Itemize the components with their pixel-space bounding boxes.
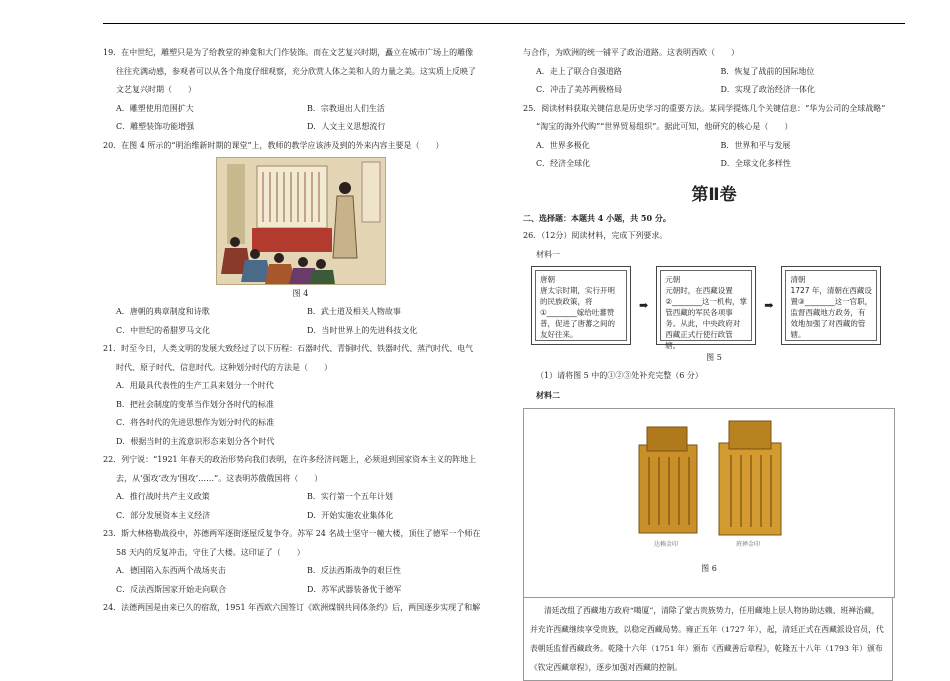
option-b[interactable]: B．宗教退出人们生活 <box>307 103 385 113</box>
option-b[interactable]: B．把社会制度的变革当作划分各时代的标准 <box>116 399 274 409</box>
option-b[interactable]: B．实行第一个五年计划 <box>307 492 393 501</box>
meiji-classroom-painting <box>216 157 386 285</box>
option-d[interactable]: D．根据当时的主流意识形态来划分各个时代 <box>116 436 275 446</box>
figure-5-flowchart <box>531 266 905 350</box>
option-c[interactable]: C．部分发展资本主义经济 <box>116 510 211 520</box>
part-2-title: 第Ⅱ卷 <box>691 184 737 205</box>
seal-label: 班禅金印 <box>736 541 761 548</box>
figure-5-caption: 图 5 <box>706 353 722 362</box>
arrow-right-icon: ➡ <box>764 299 774 312</box>
option-d[interactable]: D．实现了政治经济一体化 <box>720 85 815 94</box>
question-24-continued <box>523 44 905 100</box>
figure-4-caption: 图 4 <box>292 289 309 298</box>
option-d[interactable]: D．当时世界上的先进科技文化 <box>307 325 418 335</box>
seal-label: 达赖金印 <box>654 541 679 548</box>
option-b[interactable]: B．反法西斯战争的艰巨性 <box>307 566 401 575</box>
question-text: 文艺复兴时期（ ） <box>116 85 196 94</box>
header-rule <box>103 23 905 24</box>
figure-6-golden-seals <box>523 408 895 598</box>
question-19 <box>103 44 498 137</box>
option-a[interactable]: A．推行战时共产主义政策 <box>116 492 210 501</box>
figure-6-caption: 图 6 <box>701 564 717 573</box>
material-2-quote: 清廷改组了西藏地方政府“噶厦”，清除了蒙古贵族势力，任用藏地上层人物协助达赖、班禅治藏，并充许西藏继续享受贵族，以稳定西藏局势。雍正五年（1727 年），起，清廷正式在西藏派设官员，代表朝廷监督西藏政务。乾隆十六年（1751 年）颁布《西藏善后章程》，乾隆五十八年（1793 年）颁布《钦定西藏章程》，逐步加强对西藏的控制。 <box>523 598 893 681</box>
flow-box-qing <box>781 266 881 345</box>
arrow-right-icon: ➡ <box>639 299 649 312</box>
question-text: 23．斯大林格勒战役中，苏德两军逐街逐屋反复争夺。苏军 24 名战士坚守一幢大楼，顶住了德军一个师在 <box>103 529 481 538</box>
question-text: 19．在中世纪，雕塑只是为了给教堂的神龛和大门作装饰。而在文艺复兴时期，矗立在城市广场上的雕像 <box>103 48 474 57</box>
question-text: 21．时至今日，人类文明的发展大致经过了以下历程：石器时代、青铜时代、铁器时代、蒸汽时代、电气 <box>103 344 474 353</box>
question-text: 往往充满动感，参观者可以从各个角度仔细观察，充分欣赏人体之美和人的力量之美。这实质上反映了 <box>116 66 476 76</box>
flow-box-yuan <box>656 266 756 350</box>
option-c[interactable]: C．雕塑装饰功能增强 <box>116 122 195 131</box>
question-24-start <box>103 599 498 618</box>
question-text: 24．法德两国是由来已久的宿敌，1951 年西欧六国签订《欧洲煤钢共同体条约》后，两国逐步实现了和解 <box>103 603 481 612</box>
option-b[interactable]: B．世界和平与发展 <box>720 140 791 150</box>
material-1-label: 材料一 <box>536 249 560 259</box>
option-a[interactable]: A．世界多极化 <box>536 140 590 150</box>
flow-box-text: 唐太宗时期，实行开明的民族政策，将①________嫁给吐蕃赞普，促进了唐蕃之间的友好往来。 <box>540 286 615 339</box>
question-text: 22．列宁说：“1921 年春天的政治形势向我们表明，在许多经济问题上，必须退到国家资本主义的阵地上 <box>103 455 477 464</box>
question-text: 与合作，为欧洲的统一铺平了政治道路。这表明西欧（ ） <box>523 48 739 57</box>
option-c[interactable]: C．经济全球化 <box>536 159 591 168</box>
option-c[interactable]: C．中世纪的希腊罗马文化 <box>116 325 211 335</box>
left-column <box>103 44 498 618</box>
option-a[interactable]: A．雕塑使用范围扩大 <box>116 103 194 113</box>
flow-box-text: 元朝时，在西藏设置②________这一机构，掌管西藏的军民各项事务。从此，中央政府对西藏正式行使行政管辖。 <box>665 286 747 350</box>
question-23 <box>103 525 498 599</box>
option-c[interactable]: C．冲击了美苏两极格局 <box>536 85 623 94</box>
option-c[interactable]: C．反法西斯国家开始走向联合 <box>116 584 227 594</box>
material-2-label: 材料二 <box>536 389 560 400</box>
question-25 <box>523 100 905 174</box>
question-text: 58 天内的反复冲击，守住了大楼。这印证了（ ） <box>116 547 305 557</box>
option-b[interactable]: B．武士道及相关人物故事 <box>307 307 401 316</box>
question-22 <box>103 451 498 525</box>
golden-seals-image <box>524 409 894 559</box>
question-20 <box>103 137 498 341</box>
option-d[interactable]: D．开始实施农业集体化 <box>307 510 394 520</box>
option-b[interactable]: B．恢复了战前的国际地位 <box>720 66 815 76</box>
question-21 <box>103 340 498 451</box>
option-a[interactable]: A．走上了联合自强道路 <box>536 66 622 76</box>
question-26-part-1: （1）请将图 5 中的①②③处补充完整（6 分） <box>536 371 703 380</box>
question-26-intro: 26．（12分）阅读材料，完成下列要求。 <box>523 231 668 240</box>
option-d[interactable]: D．人文主义思想流行 <box>307 122 386 131</box>
option-c[interactable]: C．将各时代的先进思想作为划分时代的标准 <box>116 418 275 427</box>
option-d[interactable]: D．苏军武器装备优于德军 <box>307 584 402 594</box>
right-column <box>523 44 905 681</box>
question-text: 去，从‘强攻’改为‘围攻’……”。这表明苏俄俄国将（ ） <box>116 473 323 483</box>
question-text: “淘宝的海外代购”“世界贸易组织”。据此可知，他研究的核心是（ ） <box>536 122 793 131</box>
question-text: 25．阅读材料获取关键信息是历史学习的重要方法。某同学提炼几个关键信息：“华为公司的全球战略” <box>523 103 886 113</box>
option-a[interactable]: A．唐朝的典章制度和诗歌 <box>116 307 210 316</box>
option-a[interactable]: A．用最具代表性的生产工具来划分一个时代 <box>116 381 274 390</box>
question-text: 20．在图 4 所示的“明治维新时期的课堂”上，教师的教学应该涉及到的外来内容主要是（ ） <box>103 140 444 150</box>
question-text: 时代、原子时代、信息时代。这种划分时代的方法是（ ） <box>116 362 332 372</box>
flow-box-title: 唐朝 <box>540 275 555 284</box>
flow-box-title: 元朝 <box>665 275 681 284</box>
option-d[interactable]: D．全球文化多样性 <box>720 159 791 168</box>
section-heading: 二、选择题：本题共 4 小题，共 50 分。 <box>523 212 671 223</box>
flow-box-tang <box>531 266 631 345</box>
flow-box-title: 清朝 <box>790 275 806 284</box>
option-a[interactable]: A．德国陷入东西两个战场夹击 <box>116 566 226 575</box>
flow-box-text: 1727 年，清朝在西藏设置③________这一官职，监督西藏地方政务，有效地加强了对西藏的管辖。 <box>790 286 873 339</box>
